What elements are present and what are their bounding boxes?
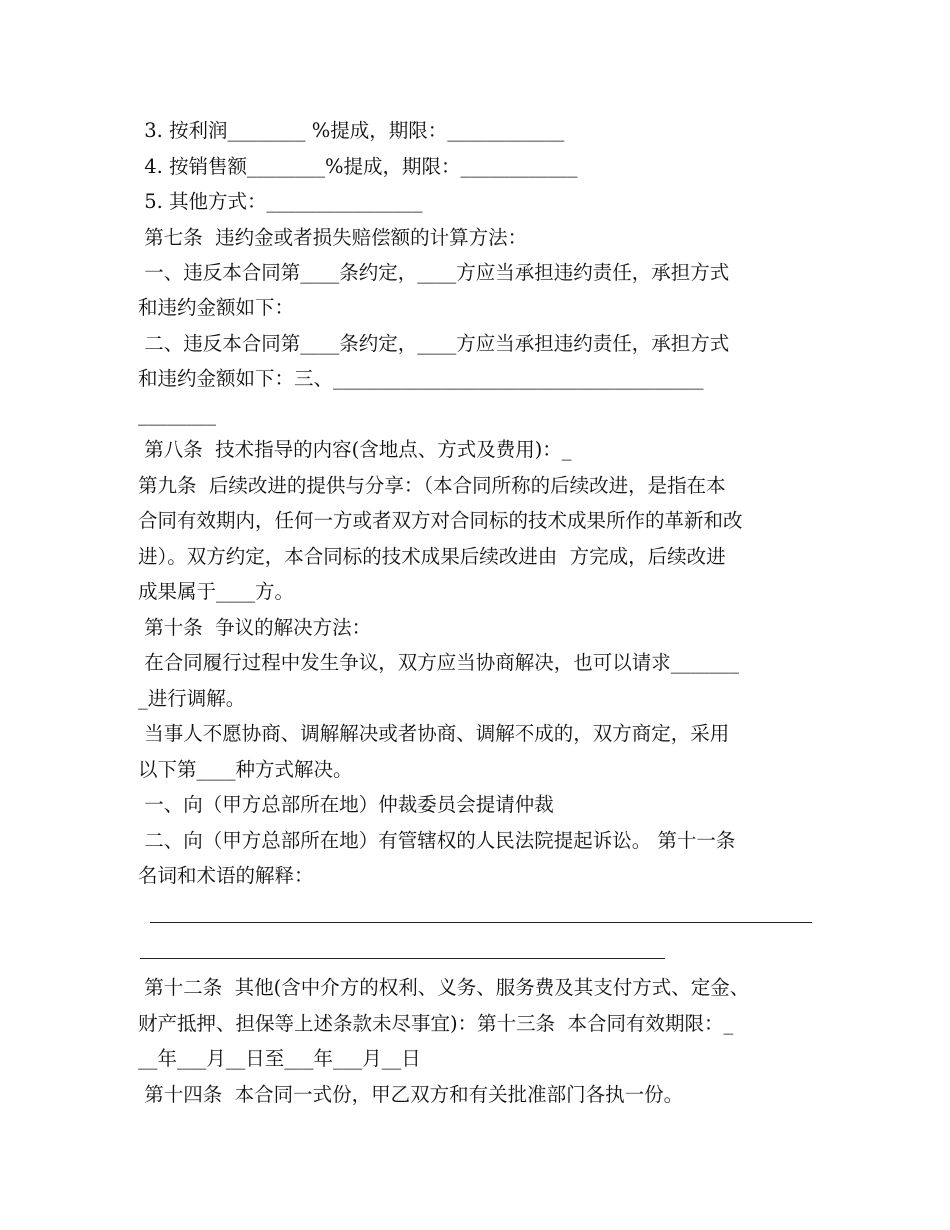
clause-10-option-1: 一、向（甲方总部所在地）仲裁委员会提请仲裁 (138, 793, 554, 816)
clause-12-13-line-2: 财产抵押、担保等上述条款未尽事宜)：第十三条 本合同有效期限：_ (138, 1012, 734, 1035)
clause-13-dates: __年___月__日至___年___月__日 (138, 1047, 421, 1070)
clause-11-blank-line-2 (140, 958, 665, 959)
clause-7-item-2-line-2: 和违约金额如下：三、______________________________________ (138, 367, 704, 390)
clause-8-heading: 第八条 技术指导的内容(含地点、方式及费用)：_ (138, 438, 572, 461)
clause-7-item-1-line-2: 和违约金额如下： (138, 296, 295, 319)
clause-9-line-1: 第九条 后续改进的提供与分享：（本合同所称的后续改进，是指在本 (138, 474, 726, 497)
clause-11-heading: 名词和术语的解释： (138, 864, 314, 887)
clause-7-item-1-line-1: 一、违反本合同第____条约定，____方应当承担违约责任，承担方式 (138, 261, 730, 284)
clause-6-item-5: 5. 其他方式：________________ (138, 190, 423, 213)
clause-6-item-3: 3. 按利润________ %提成，期限：____________ (138, 119, 565, 142)
clause-10-para-1-line-2: _进行调解。 (138, 687, 246, 710)
clause-7-item-3-blank: ________ (138, 403, 216, 426)
clause-9-line-4: 成果属于____方。 (138, 580, 295, 603)
clause-12-line-1: 第十二条 其他(含中介方的权利、义务、服务费及其支付方式、定金、 (138, 976, 750, 999)
clause-7-item-2-line-1: 二、违反本合同第____条约定，____方应当承担违约责任，承担方式 (138, 332, 730, 355)
clause-9-line-3: 进）。双方约定，本合同标的技术成果后续改进由 方完成，后续改进 (138, 545, 726, 568)
clause-10-heading: 第十条 争议的解决方法： (138, 616, 372, 639)
clause-10-para-2-line-2: 以下第____种方式解决。 (138, 758, 353, 781)
clause-7-heading: 第七条 违约金或者损失赔偿额的计算方法： (138, 226, 528, 249)
clause-6-item-4: 4. 按销售额________%提成，期限：____________ (138, 155, 578, 178)
clause-10-para-1-line-1: 在合同履行过程中发生争议，双方应当协商解决，也可以请求_______ (138, 651, 739, 674)
clause-10-option-2: 二、向（甲方总部所在地）有管辖权的人民法院提起诉讼。 第十一条 (138, 829, 736, 852)
clause-14: 第十四条 本合同一式份，甲乙双方和有关批准部门各执一份。 (138, 1083, 684, 1106)
clause-9-line-2: 合同有效期内，任何一方或者双方对合同标的技术成果所作的革新和改 (138, 509, 743, 532)
clause-11-blank-line-1 (150, 922, 812, 923)
clause-10-para-2-line-1: 当事人不愿协商、调解解决或者协商、调解不成的，双方商定，采用 (138, 722, 730, 745)
